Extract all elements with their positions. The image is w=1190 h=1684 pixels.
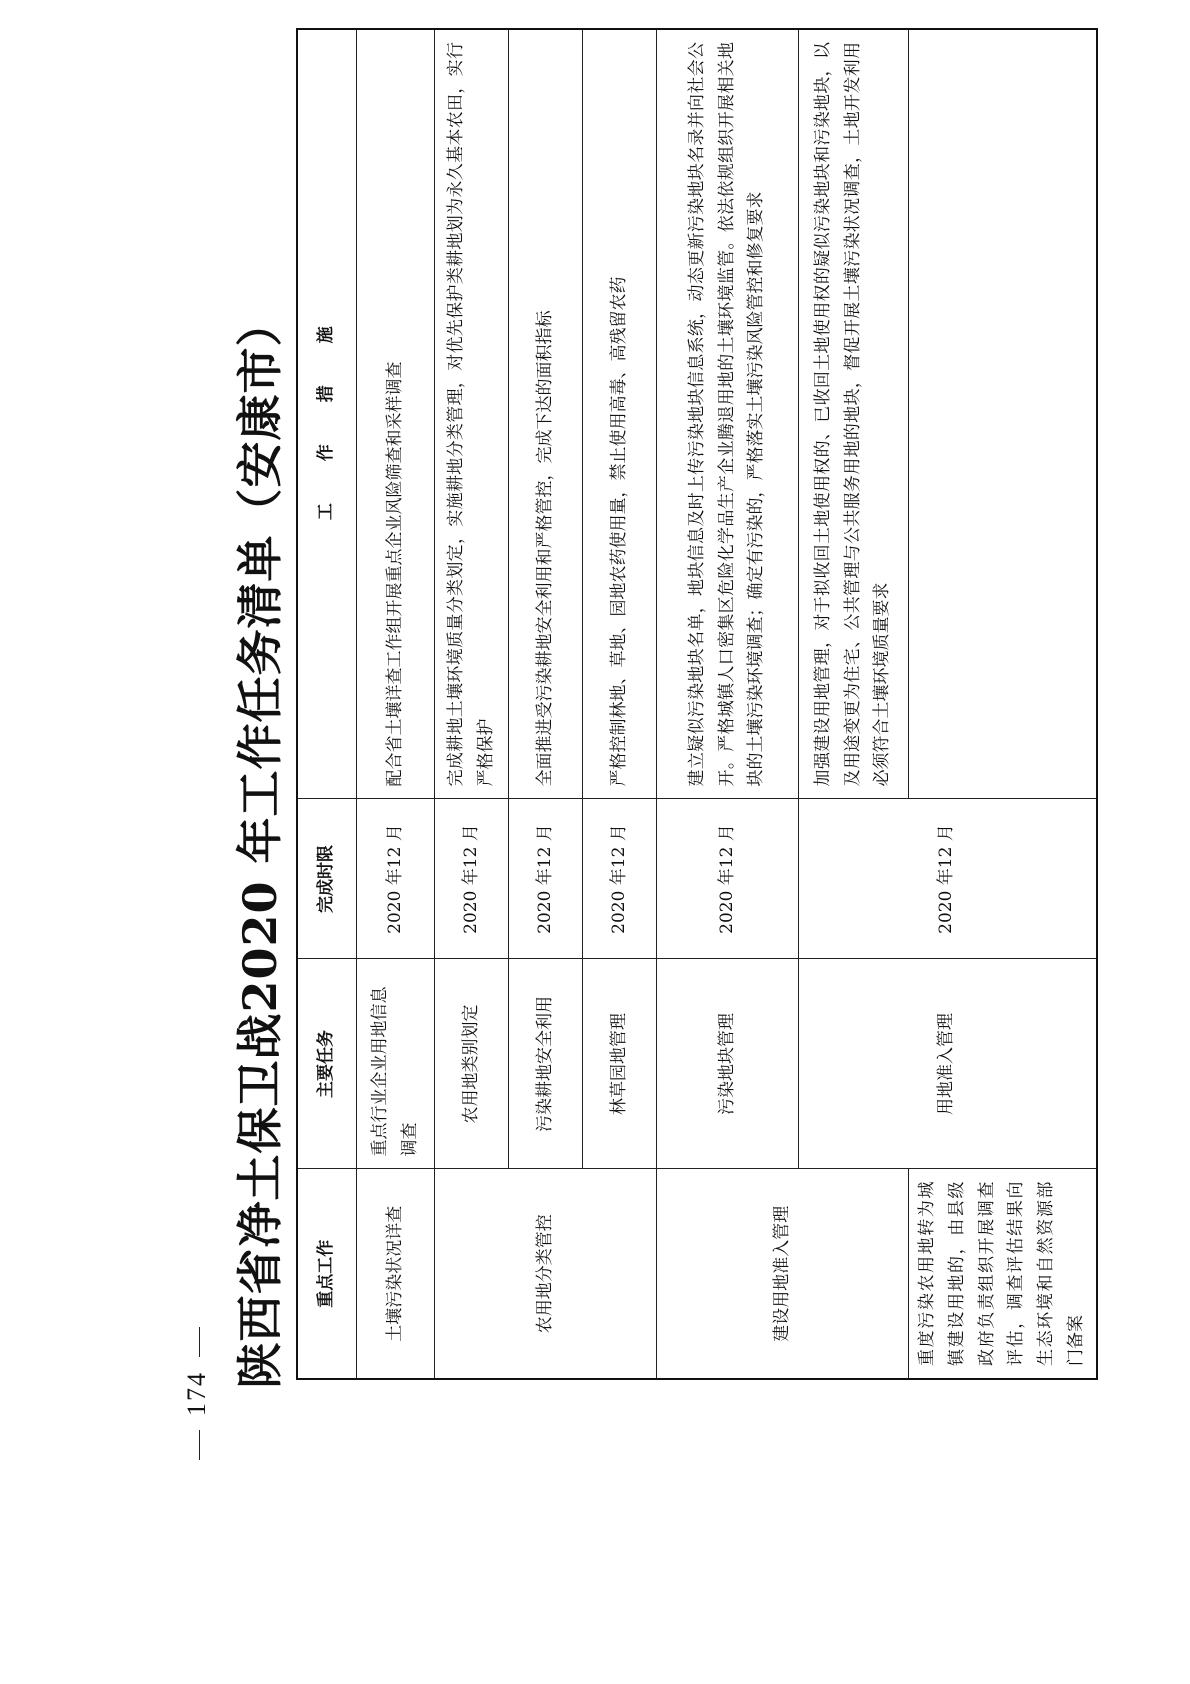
main-task-cell: 重点行业企业用地信息调查 (357, 959, 435, 1169)
key-work-cell: 建设用地准入管理 (657, 1169, 909, 1379)
measure-cell: 全面推进受污染耕地安全利用和严格管控，完成下达的面积指标 (509, 29, 583, 799)
header-main-task: 主要任务 (297, 959, 357, 1169)
deadline-cell: 2020 年12 月 (435, 799, 509, 959)
deadline-cell: 2020 年12 月 (357, 799, 435, 959)
measure-cell: 加强建设用地管理，对于拟收回土地使用权的、已收回土地使用权的疑似污染地块和污染地块，以及用途变更为住宅、公共管理与公共服务用地的地块，督促开展土壤污染状况调查，土地开发利用必须符合土壤环境质量要求 (799, 29, 909, 799)
table-row (435, 29, 509, 1379)
page-number (182, 1313, 212, 1474)
main-task-cell: 污染地块管理 (657, 959, 799, 1169)
page-number-value: 174 (182, 1371, 211, 1416)
measure-cell: 重度污染农用地转为城镇建设用地的，由县级政府负责组织开展调查评估，调查评估结果向生态环境和自然资源部门备案 (909, 1169, 1097, 1379)
task-table (296, 28, 1098, 1380)
deadline-cell: 2020 年12 月 (657, 799, 799, 959)
measure-cell: 完成耕地土壤环境质量分类划定，实施耕地分类管理，对优先保护类耕地划为永久基本农田，实行严格保护 (435, 29, 509, 799)
measure-cell: 建立疑似污染地块名单，地块信息及时上传污染地块信息系统，动态更新污染地块名录并向社会公开。严格城镇人口密集区危险化学品生产企业腾退用地的土壤环境监管。依法依规组织开展相关地块的土壤污染环境调查；确定有污染的，严格落实土壤污染风险管控和修复要求 (657, 29, 799, 799)
document-title: 陕西省净土保卫战2020 年工作任务清单（安康市） (233, 299, 287, 1389)
header-key-work: 重点工作 (297, 1169, 357, 1379)
dash-left (199, 1430, 200, 1460)
dash-right (199, 1327, 200, 1357)
key-work-cell: 农用地分类管控 (435, 1169, 657, 1379)
header-deadline: 完成时限 (297, 799, 357, 959)
deadline-cell: 2020 年12 月 (509, 799, 583, 959)
main-task-cell: 农用地类别划定 (435, 959, 509, 1169)
main-task-cell: 用地准入管理 (799, 959, 1097, 1169)
table-row (909, 29, 1097, 1379)
measure-cell: 严格控制林地、草地、园地农药使用量，禁止使用高毒、高残留农药 (583, 29, 657, 799)
deadline-cell: 2020 年12 月 (799, 799, 1097, 959)
table-row (357, 29, 435, 1379)
deadline-cell: 2020 年12 月 (583, 799, 657, 959)
table-row (657, 29, 799, 1379)
table-header-row (297, 29, 357, 1379)
header-measures: 工 作 措 施 (297, 29, 357, 799)
main-task-cell: 林草园地管理 (583, 959, 657, 1169)
main-task-cell: 污染耕地安全利用 (509, 959, 583, 1169)
key-work-cell: 土壤污染状况详查 (357, 1169, 435, 1379)
measure-cell: 配合省土壤详查工作组开展重点企业风险筛查和采样调查 (357, 29, 435, 799)
